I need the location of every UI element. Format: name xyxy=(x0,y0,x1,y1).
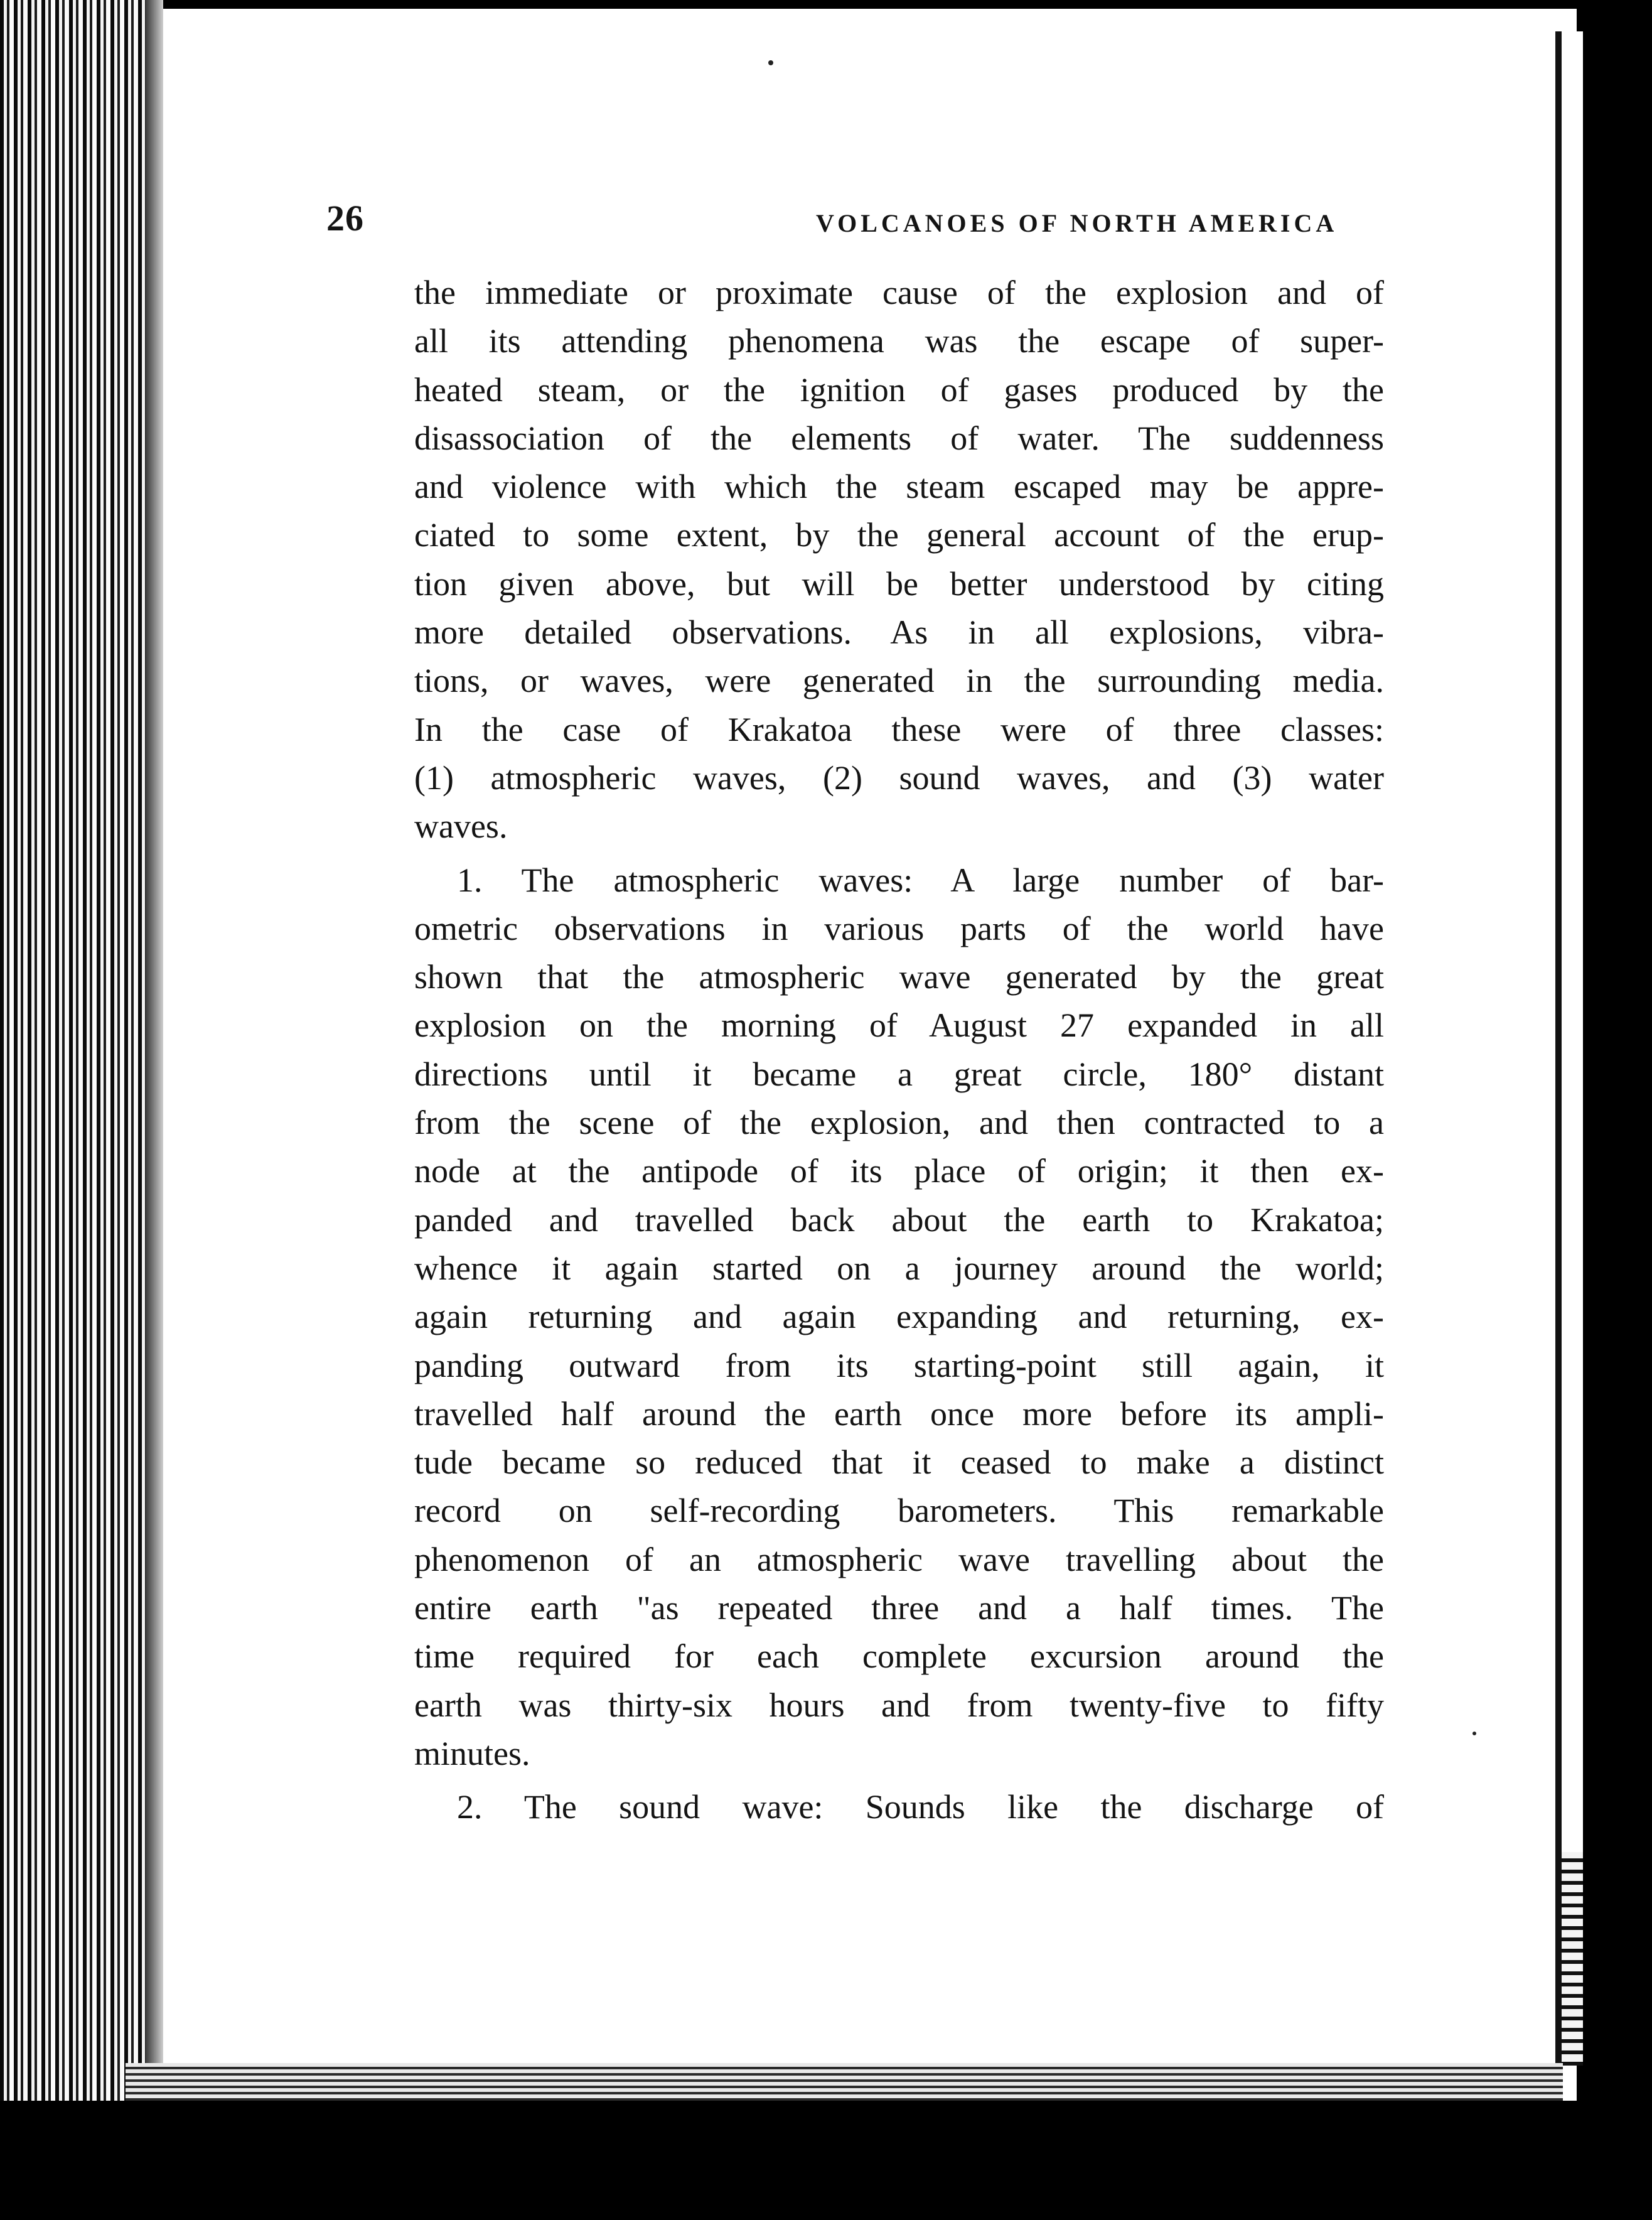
text-line: phenomenon of an atmospheric wave travelling about the xyxy=(414,1540,1384,1578)
text-line: from the scene of the explosion, and then contracted to a xyxy=(414,1104,1384,1142)
text-line: the immediate or proximate cause of the explosion and of xyxy=(414,274,1384,311)
paragraph-gap xyxy=(414,1778,1384,1783)
text-line: panded and travelled back about the earth to Krakatoa; xyxy=(414,1200,1384,1239)
book-page-edges-left xyxy=(0,0,163,2220)
text-line: (1) atmospheric waves, (2) sound waves, and (3) water xyxy=(414,758,1384,797)
text-line: tion given above, but will be better understood by citing xyxy=(414,564,1384,603)
facing-page-edge xyxy=(1555,31,1583,2066)
book-page-edges-bottom xyxy=(126,2063,1563,2101)
text-line: record on self-recording barometers. This remarkable xyxy=(414,1492,1384,1530)
text-line: again returning and again expanding and returning, ex- xyxy=(414,1298,1384,1336)
text-line: travelled half around the earth once more before its ampli- xyxy=(414,1394,1384,1433)
text-line: whence it again started on a journey around the world; xyxy=(414,1249,1384,1287)
text-line: entire earth "as repeated three and a half times. The xyxy=(414,1589,1384,1627)
text-line: disassociation of the elements of water. The suddenness xyxy=(414,419,1384,457)
scan-border-top xyxy=(0,0,1652,9)
speck-mark xyxy=(1472,1732,1476,1735)
text-line: earth was thirty-six hours and from twenty-five to fifty xyxy=(414,1686,1384,1724)
text-line: tions, or waves, were generated in the surrounding media. xyxy=(414,662,1384,700)
page-number: 26 xyxy=(326,198,364,239)
text-line: explosion on the morning of August 27 expanded in all xyxy=(414,1006,1384,1045)
text-line: and violence with which the steam escaped may be appre- xyxy=(414,468,1384,506)
text-line: ciated to some extent, by the general account of the erup- xyxy=(414,516,1384,554)
text-line: 1. The atmospheric waves: A large number of bar- xyxy=(457,861,1384,899)
text-line: more detailed observations. As in all explosions, vibra- xyxy=(414,613,1384,652)
book-page xyxy=(163,9,1555,2062)
text-line: shown that the atmospheric wave generated by the great xyxy=(414,958,1384,996)
text-line: minutes. xyxy=(414,1734,530,1772)
text-line: directions until it became a great circle, 180° distant xyxy=(414,1055,1384,1093)
text-line: heated steam, or the ignition of gases produced by the xyxy=(414,370,1384,409)
text-line: In the case of Krakatoa these were of three classes: xyxy=(414,710,1384,748)
body-text xyxy=(414,269,1384,1832)
speck-mark xyxy=(768,60,773,65)
paragraph-gap xyxy=(414,851,1384,856)
scan-border-bottom xyxy=(0,2101,1652,2220)
text-line: 2. The sound wave: Sounds like the discharge of xyxy=(457,1788,1384,1826)
text-line: time required for each complete excursion around the xyxy=(414,1637,1384,1676)
text-line: ometric observations in various parts of the world have xyxy=(414,909,1384,947)
text-line: all its attending phenomena was the escape of super- xyxy=(414,322,1384,360)
running-title: VOLCANOES OF NORTH AMERICA xyxy=(816,209,1338,237)
text-line: waves. xyxy=(414,807,508,846)
text-line: node at the antipode of its place of origin; it then ex- xyxy=(414,1152,1384,1190)
text-line: tude became so reduced that it ceased to make a distinct xyxy=(414,1443,1384,1482)
scan-border-right xyxy=(1577,0,1652,2220)
text-line: panding outward from its starting-point still again, it xyxy=(414,1346,1384,1384)
